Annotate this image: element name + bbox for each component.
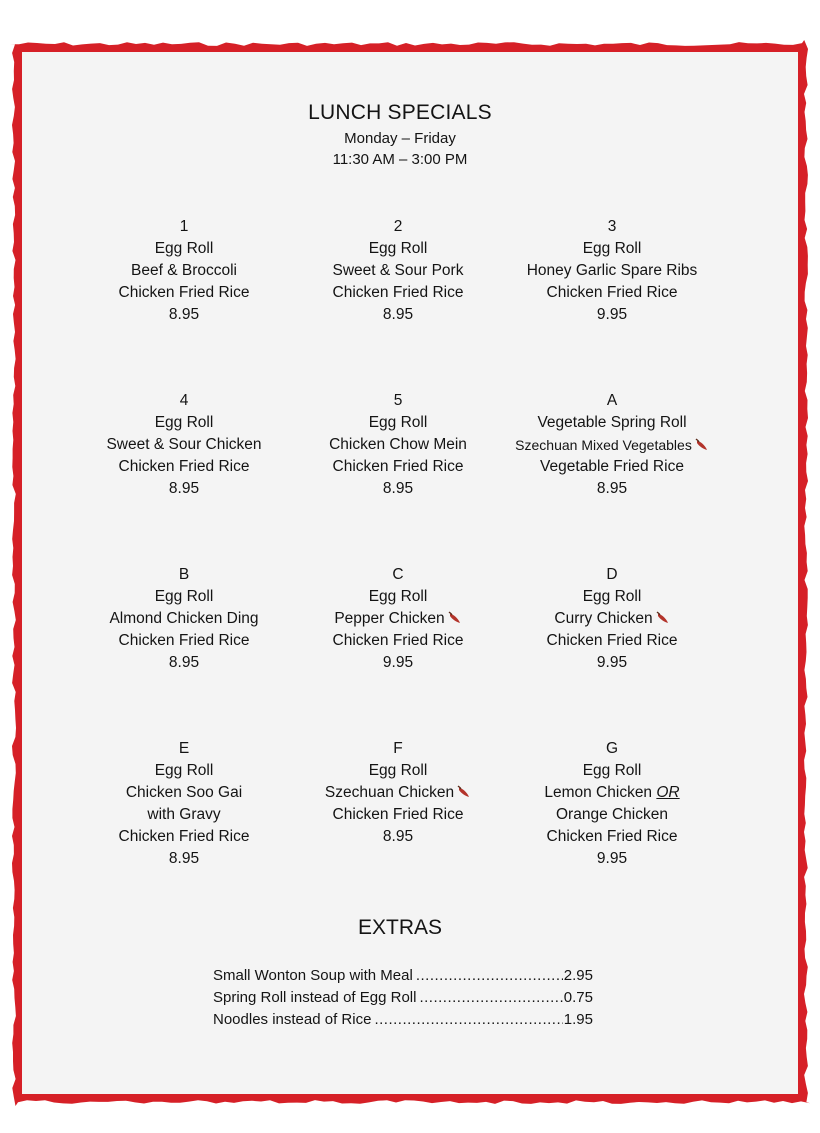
special-dish (74, 434, 294, 456)
special-item-g (502, 738, 722, 870)
special-price: 9.95 (596, 654, 628, 671)
special-dish (288, 260, 508, 282)
dish-name: Honey Garlic Spare Ribs (526, 262, 698, 279)
extra-label: Spring Roll instead of Egg Roll (213, 989, 417, 1006)
special-dish (74, 586, 294, 608)
dish-name: Egg Roll (154, 588, 214, 605)
dot-leader (374, 1009, 562, 1031)
special-dish (288, 456, 508, 478)
dish-name: Chicken Fried Rice (546, 828, 678, 845)
dish-name: Almond Chicken Ding (109, 610, 259, 627)
extra-row (213, 987, 593, 1009)
special-price: 8.95 (168, 480, 200, 497)
special-dish (74, 282, 294, 304)
special-number: B (178, 566, 190, 583)
special-number: 4 (179, 392, 189, 409)
dish-name: Lemon Chicken (544, 784, 653, 801)
special-price: 8.95 (168, 306, 200, 323)
special-number: F (393, 740, 403, 757)
dot-leader (419, 987, 562, 1009)
dish-name: Egg Roll (368, 762, 428, 779)
special-price: 9.95 (596, 306, 628, 323)
extras-title: EXTRAS (357, 916, 443, 939)
special-number: E (178, 740, 190, 757)
special-dish (502, 260, 722, 282)
chili-pepper-icon (448, 611, 462, 624)
dish-name: Sweet & Sour Pork (332, 262, 464, 279)
dish-name: Chicken Fried Rice (118, 828, 250, 845)
special-number: 2 (393, 218, 403, 235)
dish-name: Szechuan Chicken (324, 784, 455, 801)
dish-name: Szechuan Mixed Vegetables (515, 437, 692, 453)
special-number: A (606, 392, 618, 409)
special-number: C (392, 566, 404, 583)
special-dish (288, 434, 508, 456)
dot-leader (416, 965, 563, 987)
special-dish (288, 760, 508, 782)
special-dish (74, 238, 294, 260)
special-dish (74, 826, 294, 848)
dish-name: Curry Chicken (554, 610, 653, 627)
special-item-e (74, 738, 294, 870)
dish-name: Chicken Fried Rice (332, 632, 464, 649)
extra-row (213, 965, 593, 987)
dish-name: Chicken Chow Mein (329, 436, 467, 453)
dish-name: Egg Roll (368, 588, 428, 605)
dish-name: Egg Roll (582, 588, 642, 605)
special-price: 8.95 (168, 654, 200, 671)
special-item-f (288, 738, 508, 848)
special-dish (502, 586, 722, 608)
dish-name: Egg Roll (154, 240, 214, 257)
extras-list (213, 965, 593, 1031)
special-item-5 (288, 390, 508, 500)
special-dish (74, 760, 294, 782)
special-dish (74, 608, 294, 630)
dish-name: Chicken Fried Rice (332, 458, 464, 475)
special-dish (502, 760, 722, 782)
special-dish (502, 238, 722, 260)
special-price: 9.95 (596, 850, 628, 867)
dish-name: Chicken Fried Rice (118, 632, 250, 649)
special-price: 8.95 (382, 306, 414, 323)
special-item-4 (74, 390, 294, 500)
special-dish (288, 238, 508, 260)
dish-name: Vegetable Spring Roll (537, 414, 687, 431)
dish-name: Vegetable Fried Rice (540, 458, 684, 475)
or-text: OR (656, 784, 680, 801)
special-item-2 (288, 216, 508, 326)
page-title: LUNCH SPECIALS (308, 101, 492, 124)
dish-name: Pepper Chicken (334, 610, 445, 627)
dish-name: Egg Roll (582, 762, 642, 779)
dish-name: Chicken Fried Rice (332, 806, 464, 823)
special-number: 3 (607, 218, 617, 235)
menu-header (0, 98, 800, 170)
special-dish (288, 782, 508, 804)
special-item-1 (74, 216, 294, 326)
special-dish (74, 456, 294, 478)
special-item-d (502, 564, 722, 674)
special-item-3 (502, 216, 722, 326)
dish-name: Egg Roll (582, 240, 642, 257)
special-dish (74, 804, 294, 826)
special-dish (74, 630, 294, 652)
chili-pepper-icon (656, 611, 670, 624)
dish-name: Egg Roll (154, 762, 214, 779)
special-dish (288, 412, 508, 434)
special-price: 9.95 (382, 654, 414, 671)
hours-text: 11:30 AM – 3:00 PM (332, 151, 468, 168)
dish-name: Beef & Broccoli (131, 262, 237, 279)
dish-name: Chicken Fried Rice (546, 284, 678, 301)
dish-name: with Gravy (147, 806, 221, 823)
extra-price: 1.95 (563, 1011, 593, 1028)
special-dish (502, 782, 722, 804)
days-text: Monday – Friday (344, 130, 456, 147)
dish-name: Chicken Fried Rice (118, 284, 250, 301)
special-item-c (288, 564, 508, 674)
special-number: G (605, 740, 619, 757)
extra-price: 0.75 (563, 989, 593, 1006)
extra-label: Noodles instead of Rice (213, 1011, 372, 1028)
dish-name: Chicken Fried Rice (332, 284, 464, 301)
special-dish (502, 412, 722, 434)
dish-name: Egg Roll (154, 414, 214, 431)
special-dish (288, 282, 508, 304)
special-number: 5 (393, 392, 403, 409)
special-dish (502, 434, 722, 456)
special-number: 1 (179, 218, 189, 235)
special-dish (502, 282, 722, 304)
special-dish (288, 586, 508, 608)
chili-pepper-icon (457, 785, 471, 798)
chili-pepper-icon (695, 438, 709, 451)
special-item-a (502, 390, 722, 500)
special-dish (288, 608, 508, 630)
special-dish (288, 630, 508, 652)
special-dish (74, 782, 294, 804)
dish-name: Orange Chicken (555, 806, 668, 823)
special-dish (502, 630, 722, 652)
special-price: 8.95 (382, 828, 414, 845)
dish-name: Egg Roll (368, 240, 428, 257)
special-dish (502, 804, 722, 826)
extra-row (213, 1009, 593, 1031)
special-dish (74, 412, 294, 434)
dish-name: Chicken Soo Gai (125, 784, 243, 801)
dish-name: Egg Roll (368, 414, 428, 431)
special-number: D (606, 566, 618, 583)
special-dish (502, 826, 722, 848)
special-price: 8.95 (168, 850, 200, 867)
dish-name: Sweet & Sour Chicken (106, 436, 262, 453)
dish-name: Chicken Fried Rice (546, 632, 678, 649)
extra-price: 2.95 (563, 967, 593, 984)
special-price: 8.95 (596, 480, 628, 497)
special-dish (502, 456, 722, 478)
special-price: 8.95 (382, 480, 414, 497)
special-item-b (74, 564, 294, 674)
dish-name: Chicken Fried Rice (118, 458, 250, 475)
special-dish (74, 260, 294, 282)
special-dish (502, 608, 722, 630)
special-dish (288, 804, 508, 826)
extra-label: Small Wonton Soup with Meal (213, 967, 413, 984)
